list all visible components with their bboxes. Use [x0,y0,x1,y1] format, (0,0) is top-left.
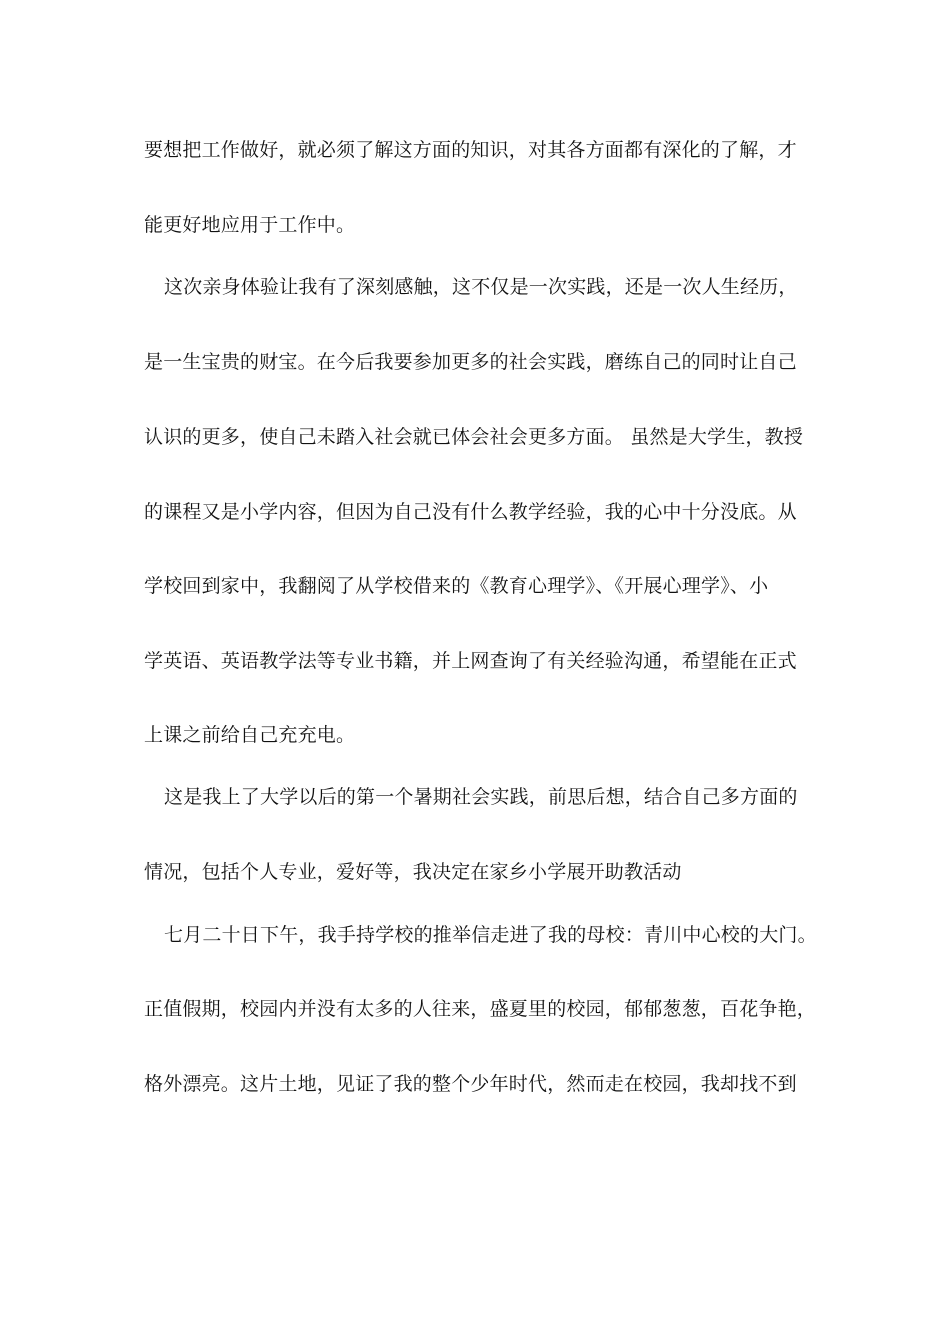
text-line: 格外漂亮。这片土地，见证了我的整个少年时代，然而走在校园，我却找不到 [144,1073,797,1095]
text-line: 的课程又是小学内容，但因为自己没有什么教学经验，我的心中十分没底。从 [144,501,797,523]
text-line: 能更好地应用于工作中。 [144,214,356,236]
text-line: 认识的更多，使自己未踏入社会就已体会社会更多方面。 虽然是大学生，教授 [144,426,804,448]
paragraph-first-line: 七月二十日下午，我手持学校的推举信走进了我的母校：青川中心校的大门。 [164,924,817,946]
text-line: 学英语、英语教学法等专业书籍，并上网查询了有关经验沟通，希望能在正式 [144,650,797,672]
text-line: 学校回到家中，我翻阅了从学校借来的《教育心理学》、《开展心理学》、小 [144,575,769,597]
text-line: 是一生宝贵的财宝。在今后我要参加更多的社会实践，磨练自己的同时让自己 [144,351,797,373]
text-line: 上课之前给自己充充电。 [144,724,356,746]
paragraph-first-line: 这次亲身体验让我有了深刻感触，这不仅是一次实践，还是一次人生经历， [164,276,798,298]
text-line: 情况，包括个人专业，爱好等，我决定在家乡小学展开助教活动 [144,861,682,883]
paragraph-first-line: 这是我上了大学以后的第一个暑期社会实践，前思后想，结合自己多方面的 [164,786,798,808]
text-line: 要想把工作做好，就必须了解这方面的知识，对其各方面都有深化的了解，才 [144,139,797,161]
text-line: 正值假期，校园内并没有太多的人往来，盛夏里的校园，郁郁葱葱，百花争艳， [144,998,817,1020]
